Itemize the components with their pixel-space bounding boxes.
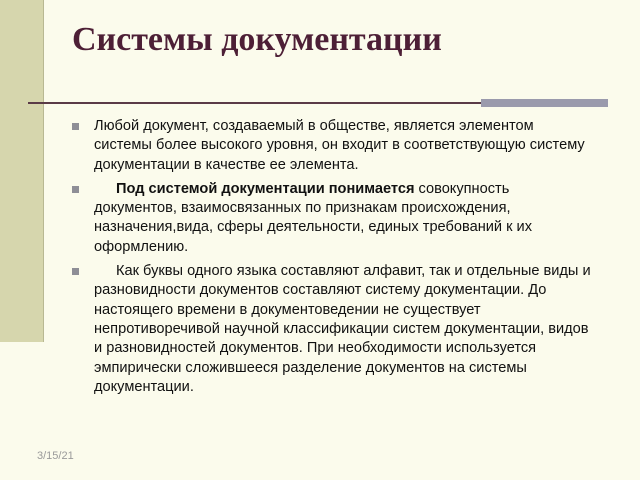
bullet-text: Любой документ, создаваемый в обществе, является элементом системы более высокого уровня, он входит в соответствующую систему документации в качестве ее элемента. (94, 118, 585, 173)
square-bullet-icon (72, 186, 79, 193)
square-bullet-icon (72, 123, 79, 130)
bullet-list (72, 117, 592, 402)
bullet-bold-text: Под системой документации понимается (116, 180, 415, 197)
square-bullet-icon (72, 268, 79, 275)
slide-title: Системы документации (72, 21, 442, 58)
title-divider-accent (481, 99, 608, 107)
bullet-item (72, 117, 592, 175)
side-band (0, 0, 44, 342)
bullet-item (72, 262, 592, 397)
bullet-text: Как буквы одного языка составляют алфавит, так и отдельные виды и разновидности документов составляют систему документации. До настоящего времени в документоведении не существует непротиворечивой научной классификации систем документации, видов и разновидностей документов. При необходимости используется эмпирически сложившееся разделение документов на системы документации. (94, 263, 591, 395)
bullet-text: совокупность документов, взаимосвязанных по признакам происхождения, назначения,вида, сферы деятельности, единых требований к их оформлению. (94, 180, 532, 255)
slide-date: 3/15/21 (37, 450, 74, 462)
bullet-item (72, 180, 592, 257)
